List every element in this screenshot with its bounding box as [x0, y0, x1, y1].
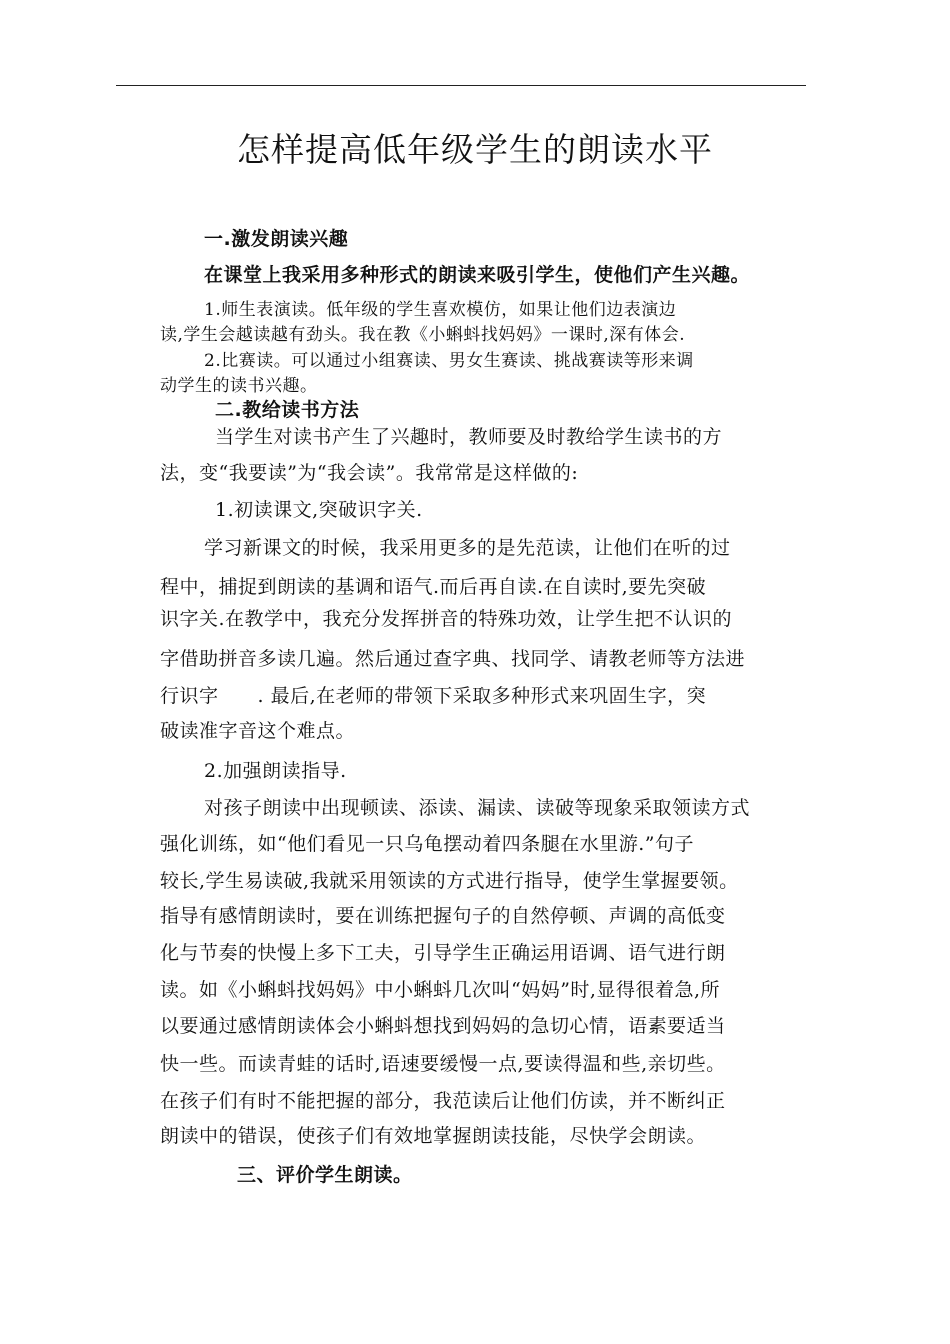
- heading-section-3: 三、评价学生朗读。: [237, 1164, 413, 1186]
- paragraph-line: 化与节奏的快慢上多下工夫，引导学生正确运用语调、语气进行朗: [160, 942, 726, 964]
- paragraph-line: 字借助拼音多读几遍。然后通过查字典、找同学、请教老师等方法进: [160, 648, 746, 670]
- paragraph-line: 指导有感情朗读时，要在训练把握句子的自然停顿、声调的高低变: [160, 905, 726, 927]
- paragraph-line: 朗读中的错误，使孩子们有效地掌握朗读技能，尽快学会朗读。: [160, 1125, 707, 1147]
- paragraph-line: 在课堂上我采用多种形式的朗读来吸引学生，使他们产生兴趣。: [204, 264, 751, 286]
- paragraph-line: 识字关.在教学中，我充分发挥拼音的特殊功效，让学生把不认识的: [160, 608, 733, 630]
- paragraph-line: 学习新课文的时候，我采用更多的是先范读，让他们在听的过: [204, 537, 731, 559]
- paragraph-line: 1.初读课文,突破识字关.: [215, 499, 423, 521]
- paragraph-line: 动学生的读书兴趣。: [160, 376, 318, 396]
- paragraph-line: 程中，捕捉到朗读的基调和语气.而后再自读.在自读时,要先突破: [160, 576, 707, 598]
- paragraph-line: 强化训练，如“他们看见一只乌龟摆动着四条腿在水里游.”句子: [160, 833, 694, 855]
- paragraph-line: 当学生对读书产生了兴趣时，教师要及时教给学生读书的方: [215, 426, 723, 448]
- paragraph-line: 法，变“我要读”为“我会读”。我常常是这样做的:: [160, 462, 579, 484]
- paragraph-line: 较长,学生易读破,我就采用领读的方式进行指导，使学生掌握要领。: [160, 870, 739, 892]
- heading-section-2: 二.教给读书方法: [215, 399, 360, 421]
- paragraph-line: 快一些。而读青蛙的话时,语速要缓慢一点,要读得温和些,亲切些。: [160, 1053, 726, 1075]
- page-title: 怎样提高低年级学生的朗读水平: [237, 130, 713, 169]
- paragraph-line: 2.比赛读。可以通过小组赛读、男女生赛读、挑战赛读等形来调: [204, 351, 694, 371]
- paragraph-line: 1.师生表演读。低年级的学生喜欢模仿，如果让他们边表演边: [204, 300, 677, 320]
- header-rule: [116, 85, 806, 86]
- heading-section-1: 一.激发朗读兴趣: [204, 228, 349, 250]
- paragraph-line: 2.加强朗读指导.: [204, 760, 347, 782]
- paragraph-line: 读。如《小蝌蚪找妈妈》中小蝌蚪几次叫“妈妈”时,显得很着急,所: [160, 979, 721, 1001]
- paragraph-line: 读,学生会越读越有劲头。我在教《小蝌蚪找妈妈》一课时,深有体会.: [160, 325, 686, 345]
- paragraph-line: 在孩子们有时不能把握的部分，我范读后让他们仿读，并不断纠正: [160, 1090, 726, 1112]
- paragraph-line: 破读准字音这个难点。: [160, 720, 356, 742]
- paragraph-line: 对孩子朗读中出现顿读、添读、漏读、读破等现象采取领读方式: [204, 797, 751, 819]
- paragraph-line: 行识字 . 最后,在老师的带领下采取多种形式来巩固生字，突: [160, 685, 707, 707]
- paragraph-line: 以要通过感情朗读体会小蝌蚪想找到妈妈的急切心情，语素要适当: [160, 1015, 726, 1037]
